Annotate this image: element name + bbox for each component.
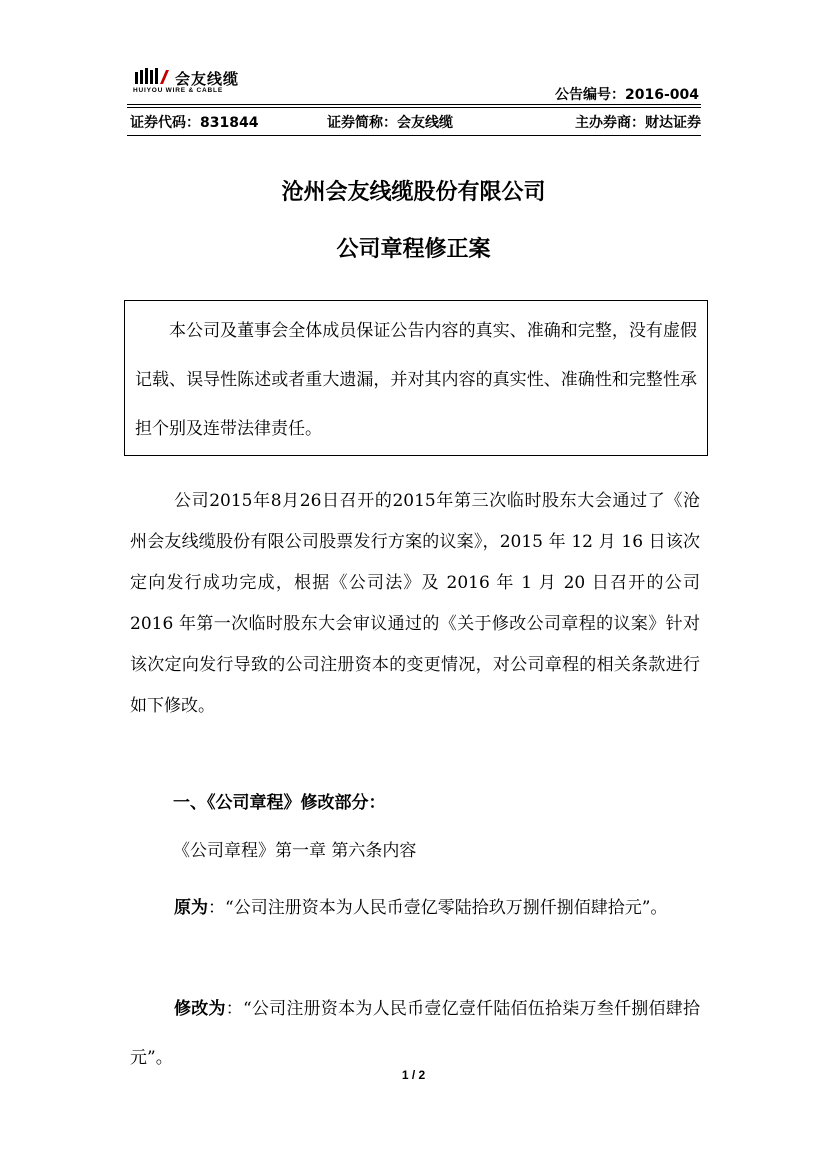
- sponsor-broker: 主办券商：财达证券: [575, 115, 701, 131]
- stock-code: 证券代码：831844: [130, 115, 259, 131]
- amended-label: 修改为: [174, 999, 226, 1019]
- amended-text: ：“公司注册资本为人民币壹亿壹仟陆佰伍拾柒万叁仟捌佰肆拾元”。: [130, 999, 700, 1068]
- company-title: 沧州会友线缆股份有限公司: [281, 180, 546, 205]
- article-reference: 《公司章程》第一章 第六条内容: [173, 841, 417, 861]
- disclaimer-text: 本公司及董事会全体成员保证公告内容的真实、准确和完整，没有虚假记载、误导性陈述或者重大遗漏，并对其内容的真实性、准确性和完整性承担个别及连带法律责任。: [135, 321, 697, 439]
- document-title: 公司章程修正案: [336, 237, 491, 262]
- info-rule: [127, 135, 701, 136]
- logo-chinese-name: 会友线缆: [175, 70, 240, 88]
- company-logo: [133, 66, 293, 96]
- intro-paragraph: 公司2015年8月26日召开的2015年第三次临时股东大会通过了《沧州会友线缆股份有限公司股票发行方案的议案》，2015 年 12 月 16 日该次定向发行成功完成，根据《公司法》及 2016 年 1 月 20 日召开的公司 2016 年第一次临时股东大会审议通过的《关于修改公司章程的议案》针对该次定向发行导致的公司注册资本的变更情况，对公司章程的相关条款进行如下修改。: [130, 491, 700, 716]
- section-heading: 一、《公司章程》修改部分：: [173, 793, 386, 813]
- securities-info-row: [127, 112, 701, 132]
- announcement-number: 公告编号：2016-004: [555, 87, 699, 103]
- stock-abbreviation: 证券简称：会友线缆: [327, 115, 453, 131]
- original-text: ：“公司注册资本为人民币壹亿零陆拾玖万捌仟捌佰肆拾元”。: [208, 898, 668, 918]
- original-clause: [130, 884, 700, 933]
- header-rule: [127, 104, 701, 105]
- logo-english-name: HUIYOU WIRE & CABLE: [133, 87, 223, 94]
- disclaimer-box: [124, 300, 708, 456]
- huiyou-logo-icon: [133, 68, 173, 86]
- page-number: 1 / 2: [401, 1068, 426, 1082]
- original-label: 原为: [174, 898, 208, 918]
- header-rule-thin: [127, 107, 701, 108]
